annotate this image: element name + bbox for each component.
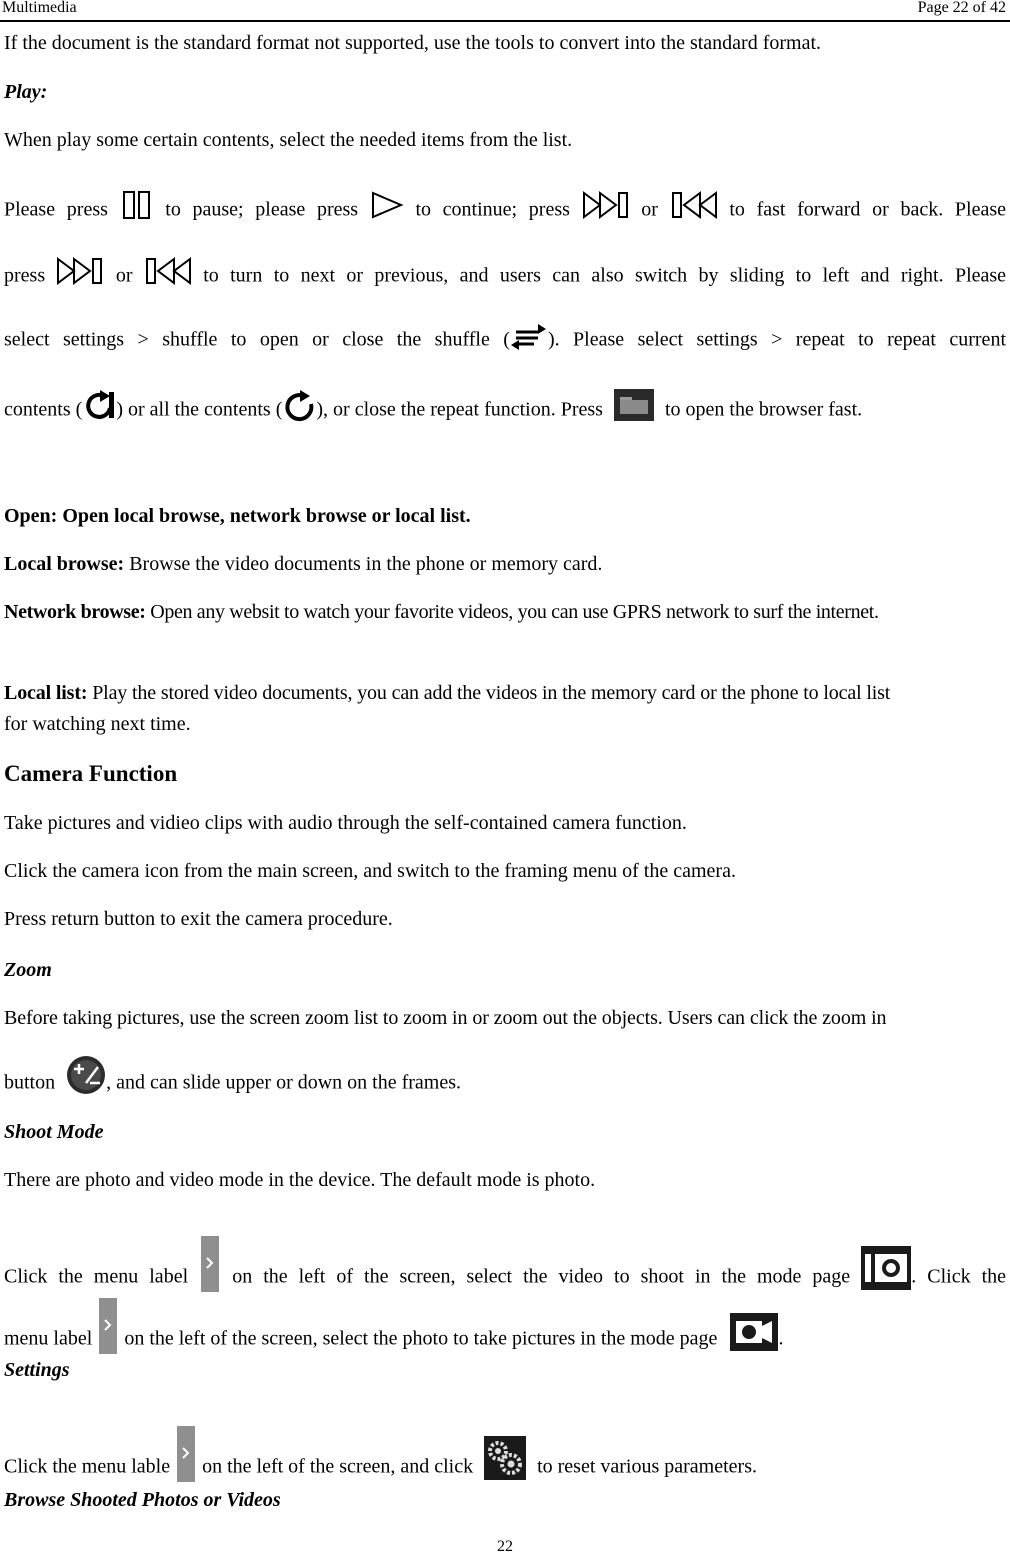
open-line: Open: Open local browse, network browse or local list. xyxy=(4,505,471,527)
repeat-one-icon xyxy=(82,388,116,422)
play-icon xyxy=(370,190,404,220)
paragraph-controls: Please press to pause; please press to continue; press or to fast forward or back. Please xyxy=(4,196,1006,226)
paragraph: Before taking pictures, use the screen zoom list to zoom in or zoom out the objects. Users can click the zoom in xyxy=(4,1007,887,1029)
shoot-mode-heading: Shoot Mode xyxy=(4,1121,104,1143)
paragraph-controls: contents ( ) or all the contents ( ), or close the repeat function. Press to open the browser fast. xyxy=(4,394,1006,428)
repeat-all-icon xyxy=(282,388,316,422)
menu-tab-icon xyxy=(175,1426,197,1482)
photo-mode-icon xyxy=(861,1246,911,1290)
next-icon xyxy=(56,256,104,286)
pause-icon xyxy=(120,190,154,220)
zoom-heading: Zoom xyxy=(4,959,52,981)
menu-tab-icon xyxy=(97,1298,119,1354)
settings-heading: Settings xyxy=(4,1359,70,1381)
next-icon xyxy=(582,190,630,220)
paragraph-controls: select settings > shuffle to open or close the shuffle ( ). Please select settings > repeat to repeat current xyxy=(4,326,1006,356)
folder-icon xyxy=(614,389,654,421)
paragraph-controls: press or to turn to next or previous, and users can also switch by sliding to left and right. Please xyxy=(4,262,1006,292)
video-mode-icon xyxy=(730,1313,778,1351)
page-header xyxy=(0,0,1010,22)
zoom-button-line: button , and can slide upper or down on the frames. xyxy=(4,1064,1006,1104)
camera-function-heading: Camera Function xyxy=(4,761,178,786)
local-browse-line: Local browse: Browse the video documents in the phone or memory card. xyxy=(4,553,603,575)
paragraph: When play some certain contents, select the needed items from the list. xyxy=(4,129,573,151)
header-page-count: Page 22 of 42 xyxy=(917,0,1006,16)
browse-heading: Browse Shooted Photos or Videos xyxy=(4,1489,281,1511)
previous-icon xyxy=(144,256,192,286)
paragraph: If the document is the standard format not supported, use the tools to convert into the standard format. xyxy=(4,32,822,54)
settings-gear-icon xyxy=(484,1436,526,1480)
shuffle-icon xyxy=(510,322,548,352)
header-section-title: Multimedia xyxy=(2,0,77,16)
settings-line: Click the menu lable on the left of the screen, and click to reset various parameters. xyxy=(4,1440,1006,1496)
paragraph: There are photo and video mode in the device. The default mode is photo. xyxy=(4,1169,596,1191)
menu-tab-icon xyxy=(199,1236,221,1292)
paragraph: Press return button to exit the camera procedure. xyxy=(4,908,393,930)
zoom-icon xyxy=(66,1055,106,1095)
local-list-line: Local list: Play the stored video documents, you can add the videos in the memory card or the phone to local list xyxy=(4,682,891,704)
play-heading: Play: xyxy=(4,81,48,103)
shoot-mode-line-1: Click the menu label on the left of the screen, select the video to shoot in the mode page . Click the xyxy=(4,1250,1006,1306)
network-browse-line: Network browse: Open any websit to watch your favorite videos, you can use GPRS network to surf the internet. xyxy=(4,601,879,623)
shoot-mode-line-2: menu label on the left of the screen, select the photo to take pictures in the mode page . xyxy=(4,1312,1006,1368)
previous-icon xyxy=(670,190,718,220)
paragraph: Take pictures and vidieo clips with audio through the self-contained camera function. xyxy=(4,812,687,834)
paragraph: for watching next time. xyxy=(4,713,191,735)
page-number: 22 xyxy=(497,1538,513,1555)
paragraph: Click the camera icon from the main screen, and switch to the framing menu of the camera. xyxy=(4,860,736,882)
